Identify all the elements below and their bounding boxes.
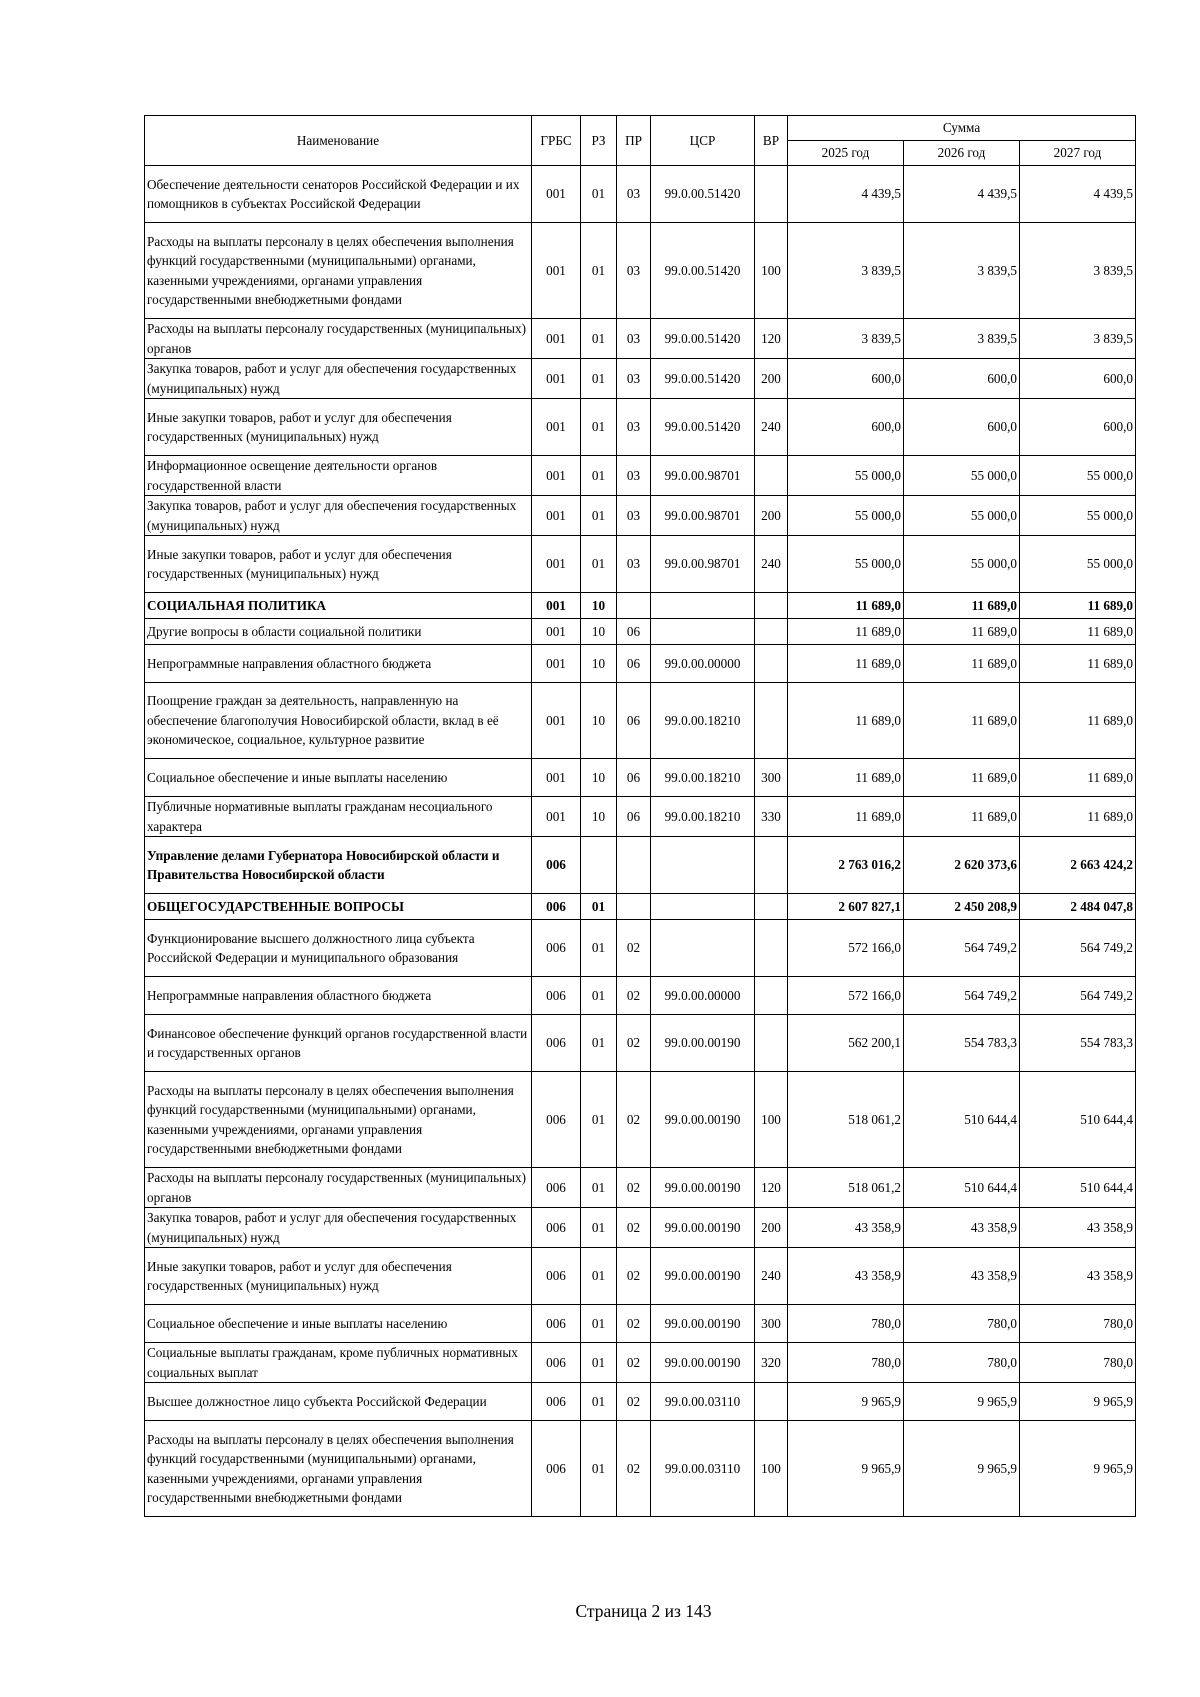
cell-2025: 3 839,5 bbox=[788, 223, 904, 319]
cell-pr: 02 bbox=[617, 1343, 651, 1383]
cell-rz: 01 bbox=[581, 456, 617, 496]
cell-2025: 572 166,0 bbox=[788, 920, 904, 977]
cell-2027: 510 644,4 bbox=[1020, 1168, 1136, 1208]
cell-grbs: 006 bbox=[532, 977, 581, 1015]
cell-2026: 510 644,4 bbox=[904, 1168, 1020, 1208]
cell-csr: 99.0.00.03110 bbox=[651, 1383, 755, 1421]
cell-rz: 10 bbox=[581, 759, 617, 797]
cell-2027: 43 358,9 bbox=[1020, 1208, 1136, 1248]
cell-vr bbox=[755, 894, 788, 920]
cell-name: Закупка товаров, работ и услуг для обеспечения государственных (муниципальных) нужд bbox=[145, 359, 532, 399]
col-header-rz: РЗ bbox=[581, 116, 617, 166]
cell-name: Социальное обеспечение и иные выплаты населению bbox=[145, 759, 532, 797]
cell-grbs: 001 bbox=[532, 645, 581, 683]
cell-2025: 3 839,5 bbox=[788, 319, 904, 359]
cell-name: Иные закупки товаров, работ и услуг для обеспечения государственных (муниципальных) нужд bbox=[145, 1248, 532, 1305]
cell-csr: 99.0.00.51420 bbox=[651, 359, 755, 399]
cell-grbs: 006 bbox=[532, 1015, 581, 1072]
cell-vr bbox=[755, 837, 788, 894]
cell-2027: 2 484 047,8 bbox=[1020, 894, 1136, 920]
cell-grbs: 001 bbox=[532, 166, 581, 223]
cell-rz: 01 bbox=[581, 1343, 617, 1383]
cell-vr bbox=[755, 619, 788, 645]
table-row bbox=[145, 1383, 1136, 1421]
cell-2027: 780,0 bbox=[1020, 1305, 1136, 1343]
cell-pr: 02 bbox=[617, 920, 651, 977]
col-header-sum: Сумма bbox=[788, 116, 1136, 141]
cell-vr: 300 bbox=[755, 759, 788, 797]
cell-pr: 02 bbox=[617, 1421, 651, 1517]
cell-csr: 99.0.00.18210 bbox=[651, 759, 755, 797]
cell-grbs: 001 bbox=[532, 593, 581, 619]
cell-pr: 06 bbox=[617, 759, 651, 797]
col-header-grbs: ГРБС bbox=[532, 116, 581, 166]
cell-2025: 55 000,0 bbox=[788, 536, 904, 593]
cell-pr: 02 bbox=[617, 1072, 651, 1168]
cell-name: СОЦИАЛЬНАЯ ПОЛИТИКА bbox=[145, 593, 532, 619]
cell-csr: 99.0.00.00190 bbox=[651, 1305, 755, 1343]
cell-2025: 11 689,0 bbox=[788, 797, 904, 837]
cell-2027: 11 689,0 bbox=[1020, 797, 1136, 837]
cell-2027: 9 965,9 bbox=[1020, 1421, 1136, 1517]
cell-2025: 2 607 827,1 bbox=[788, 894, 904, 920]
cell-name: Информационное освещение деятельности органов государственной власти bbox=[145, 456, 532, 496]
cell-vr: 120 bbox=[755, 319, 788, 359]
cell-vr: 100 bbox=[755, 1421, 788, 1517]
cell-name: Закупка товаров, работ и услуг для обеспечения государственных (муниципальных) нужд bbox=[145, 496, 532, 536]
cell-2026: 55 000,0 bbox=[904, 496, 1020, 536]
cell-pr: 06 bbox=[617, 797, 651, 837]
cell-2026: 2 450 208,9 bbox=[904, 894, 1020, 920]
cell-vr: 240 bbox=[755, 399, 788, 456]
header-row bbox=[145, 116, 1136, 141]
cell-2025: 11 689,0 bbox=[788, 683, 904, 759]
table-row bbox=[145, 1343, 1136, 1383]
cell-2027: 2 663 424,2 bbox=[1020, 837, 1136, 894]
col-header-vr: ВР bbox=[755, 116, 788, 166]
cell-rz: 01 bbox=[581, 399, 617, 456]
cell-grbs: 006 bbox=[532, 1248, 581, 1305]
cell-2027: 564 749,2 bbox=[1020, 920, 1136, 977]
cell-vr: 100 bbox=[755, 1072, 788, 1168]
cell-rz: 01 bbox=[581, 496, 617, 536]
cell-rz: 01 bbox=[581, 223, 617, 319]
cell-vr bbox=[755, 1383, 788, 1421]
cell-2026: 3 839,5 bbox=[904, 319, 1020, 359]
cell-2025: 43 358,9 bbox=[788, 1208, 904, 1248]
cell-grbs: 006 bbox=[532, 894, 581, 920]
cell-2026: 3 839,5 bbox=[904, 223, 1020, 319]
cell-2026: 11 689,0 bbox=[904, 759, 1020, 797]
table-row bbox=[145, 359, 1136, 399]
cell-vr bbox=[755, 920, 788, 977]
cell-2026: 4 439,5 bbox=[904, 166, 1020, 223]
table-row bbox=[145, 759, 1136, 797]
cell-grbs: 001 bbox=[532, 456, 581, 496]
cell-rz: 01 bbox=[581, 1015, 617, 1072]
cell-pr: 02 bbox=[617, 1383, 651, 1421]
cell-2026: 43 358,9 bbox=[904, 1248, 1020, 1305]
cell-pr bbox=[617, 593, 651, 619]
cell-2027: 43 358,9 bbox=[1020, 1248, 1136, 1305]
cell-vr: 240 bbox=[755, 1248, 788, 1305]
cell-rz: 10 bbox=[581, 619, 617, 645]
cell-rz: 01 bbox=[581, 359, 617, 399]
cell-2027: 55 000,0 bbox=[1020, 456, 1136, 496]
cell-rz: 01 bbox=[581, 1421, 617, 1517]
table-body bbox=[145, 166, 1136, 1517]
cell-vr bbox=[755, 1015, 788, 1072]
cell-2027: 600,0 bbox=[1020, 359, 1136, 399]
cell-2027: 11 689,0 bbox=[1020, 759, 1136, 797]
cell-2025: 600,0 bbox=[788, 359, 904, 399]
table-row bbox=[145, 1168, 1136, 1208]
table-row bbox=[145, 399, 1136, 456]
cell-pr: 02 bbox=[617, 1015, 651, 1072]
table-row bbox=[145, 837, 1136, 894]
cell-csr: 99.0.00.51420 bbox=[651, 223, 755, 319]
cell-2025: 518 061,2 bbox=[788, 1072, 904, 1168]
cell-csr: 99.0.00.18210 bbox=[651, 683, 755, 759]
col-header-pr: ПР bbox=[617, 116, 651, 166]
cell-2026: 600,0 bbox=[904, 399, 1020, 456]
col-header-2025: 2025 год bbox=[788, 141, 904, 166]
cell-vr bbox=[755, 977, 788, 1015]
cell-2026: 510 644,4 bbox=[904, 1072, 1020, 1168]
cell-grbs: 006 bbox=[532, 1421, 581, 1517]
cell-pr: 02 bbox=[617, 1248, 651, 1305]
cell-grbs: 001 bbox=[532, 319, 581, 359]
cell-pr: 03 bbox=[617, 536, 651, 593]
cell-csr bbox=[651, 920, 755, 977]
cell-rz: 10 bbox=[581, 683, 617, 759]
cell-csr: 99.0.00.51420 bbox=[651, 399, 755, 456]
cell-name: Социальные выплаты гражданам, кроме публичных нормативных социальных выплат bbox=[145, 1343, 532, 1383]
cell-csr: 99.0.00.00190 bbox=[651, 1343, 755, 1383]
cell-2027: 55 000,0 bbox=[1020, 536, 1136, 593]
cell-csr: 99.0.00.00190 bbox=[651, 1015, 755, 1072]
cell-2025: 9 965,9 bbox=[788, 1383, 904, 1421]
cell-2025: 9 965,9 bbox=[788, 1421, 904, 1517]
cell-vr bbox=[755, 645, 788, 683]
cell-grbs: 006 bbox=[532, 920, 581, 977]
cell-pr: 02 bbox=[617, 1305, 651, 1343]
cell-pr: 03 bbox=[617, 496, 651, 536]
cell-rz: 01 bbox=[581, 920, 617, 977]
cell-grbs: 006 bbox=[532, 1343, 581, 1383]
cell-csr: 99.0.00.00000 bbox=[651, 977, 755, 1015]
cell-2026: 11 689,0 bbox=[904, 797, 1020, 837]
cell-name: ОБЩЕГОСУДАРСТВЕННЫЕ ВОПРОСЫ bbox=[145, 894, 532, 920]
cell-name: Публичные нормативные выплаты гражданам несоциального характера bbox=[145, 797, 532, 837]
cell-rz: 01 bbox=[581, 1383, 617, 1421]
cell-2026: 11 689,0 bbox=[904, 593, 1020, 619]
cell-pr: 03 bbox=[617, 399, 651, 456]
cell-rz: 01 bbox=[581, 1305, 617, 1343]
cell-pr: 03 bbox=[617, 223, 651, 319]
cell-rz: 01 bbox=[581, 894, 617, 920]
page-number: Страница 2 из 143 bbox=[575, 1601, 712, 1621]
table-row bbox=[145, 1072, 1136, 1168]
cell-2025: 43 358,9 bbox=[788, 1248, 904, 1305]
cell-grbs: 001 bbox=[532, 759, 581, 797]
cell-2027: 780,0 bbox=[1020, 1343, 1136, 1383]
cell-2027: 4 439,5 bbox=[1020, 166, 1136, 223]
table-row bbox=[145, 1015, 1136, 1072]
cell-2026: 780,0 bbox=[904, 1305, 1020, 1343]
cell-pr: 06 bbox=[617, 683, 651, 759]
cell-pr: 02 bbox=[617, 1168, 651, 1208]
cell-name: Финансовое обеспечение функций органов государственной власти и государственных органов bbox=[145, 1015, 532, 1072]
cell-grbs: 001 bbox=[532, 223, 581, 319]
table-row bbox=[145, 1248, 1136, 1305]
cell-grbs: 001 bbox=[532, 797, 581, 837]
cell-name: Непрограммные направления областного бюджета bbox=[145, 977, 532, 1015]
cell-2025: 11 689,0 bbox=[788, 759, 904, 797]
cell-csr: 99.0.00.51420 bbox=[651, 319, 755, 359]
cell-grbs: 001 bbox=[532, 359, 581, 399]
cell-rz: 01 bbox=[581, 1072, 617, 1168]
cell-grbs: 001 bbox=[532, 536, 581, 593]
cell-name: Функционирование высшего должностного лица субъекта Российской Федерации и муниципального образования bbox=[145, 920, 532, 977]
cell-2025: 11 689,0 bbox=[788, 645, 904, 683]
cell-pr: 03 bbox=[617, 319, 651, 359]
col-header-2027: 2027 год bbox=[1020, 141, 1136, 166]
col-header-2026: 2026 год bbox=[904, 141, 1020, 166]
cell-csr bbox=[651, 894, 755, 920]
cell-rz bbox=[581, 837, 617, 894]
cell-csr: 99.0.00.00190 bbox=[651, 1072, 755, 1168]
cell-name: Расходы на выплаты персоналу в целях обеспечения выполнения функций государственными (муниципальными) органами, казенными учреждениями, органами управления государственными внебюджетными фондами bbox=[145, 1421, 532, 1517]
cell-2027: 11 689,0 bbox=[1020, 683, 1136, 759]
cell-vr: 200 bbox=[755, 496, 788, 536]
cell-csr: 99.0.00.51420 bbox=[651, 166, 755, 223]
cell-vr: 100 bbox=[755, 223, 788, 319]
cell-2026: 564 749,2 bbox=[904, 977, 1020, 1015]
col-header-name: Наименование bbox=[145, 116, 532, 166]
table-row bbox=[145, 619, 1136, 645]
cell-2027: 11 689,0 bbox=[1020, 619, 1136, 645]
cell-grbs: 006 bbox=[532, 1383, 581, 1421]
cell-2026: 2 620 373,6 bbox=[904, 837, 1020, 894]
cell-csr: 99.0.00.98701 bbox=[651, 496, 755, 536]
cell-name: Расходы на выплаты персоналу государственных (муниципальных) органов bbox=[145, 1168, 532, 1208]
cell-pr: 02 bbox=[617, 977, 651, 1015]
cell-name: Высшее должностное лицо субъекта Российской Федерации bbox=[145, 1383, 532, 1421]
cell-name: Иные закупки товаров, работ и услуг для обеспечения государственных (муниципальных) нужд bbox=[145, 399, 532, 456]
cell-pr: 03 bbox=[617, 166, 651, 223]
cell-2026: 55 000,0 bbox=[904, 456, 1020, 496]
cell-2027: 9 965,9 bbox=[1020, 1383, 1136, 1421]
cell-pr bbox=[617, 894, 651, 920]
table-row bbox=[145, 1208, 1136, 1248]
cell-rz: 01 bbox=[581, 1168, 617, 1208]
cell-2026: 780,0 bbox=[904, 1343, 1020, 1383]
cell-grbs: 006 bbox=[532, 1208, 581, 1248]
cell-grbs: 001 bbox=[532, 399, 581, 456]
cell-vr bbox=[755, 683, 788, 759]
table-row bbox=[145, 645, 1136, 683]
cell-2026: 564 749,2 bbox=[904, 920, 1020, 977]
cell-2025: 600,0 bbox=[788, 399, 904, 456]
cell-2026: 554 783,3 bbox=[904, 1015, 1020, 1072]
cell-grbs: 006 bbox=[532, 837, 581, 894]
cell-2027: 510 644,4 bbox=[1020, 1072, 1136, 1168]
cell-vr: 120 bbox=[755, 1168, 788, 1208]
cell-2025: 55 000,0 bbox=[788, 496, 904, 536]
cell-2027: 554 783,3 bbox=[1020, 1015, 1136, 1072]
cell-csr: 99.0.00.00190 bbox=[651, 1248, 755, 1305]
cell-pr: 06 bbox=[617, 645, 651, 683]
table-row bbox=[145, 683, 1136, 759]
cell-rz: 10 bbox=[581, 645, 617, 683]
cell-rz: 01 bbox=[581, 319, 617, 359]
cell-pr bbox=[617, 837, 651, 894]
table-row bbox=[145, 1421, 1136, 1517]
cell-csr: 99.0.00.98701 bbox=[651, 456, 755, 496]
cell-2025: 780,0 bbox=[788, 1305, 904, 1343]
cell-vr: 200 bbox=[755, 359, 788, 399]
cell-rz: 01 bbox=[581, 977, 617, 1015]
budget-table bbox=[144, 115, 1136, 1517]
cell-2025: 780,0 bbox=[788, 1343, 904, 1383]
cell-csr: 99.0.00.98701 bbox=[651, 536, 755, 593]
table-row bbox=[145, 456, 1136, 496]
table-row bbox=[145, 797, 1136, 837]
cell-csr bbox=[651, 593, 755, 619]
cell-2025: 11 689,0 bbox=[788, 593, 904, 619]
table-row bbox=[145, 894, 1136, 920]
cell-csr: 99.0.00.00190 bbox=[651, 1208, 755, 1248]
cell-2025: 572 166,0 bbox=[788, 977, 904, 1015]
cell-name: Поощрение граждан за деятельность, направленную на обеспечение благополучия Новосибирской области, вклад в её экономическое, социальное, культурное развитие bbox=[145, 683, 532, 759]
cell-2025: 562 200,1 bbox=[788, 1015, 904, 1072]
cell-2026: 11 689,0 bbox=[904, 645, 1020, 683]
cell-grbs: 001 bbox=[532, 619, 581, 645]
table-row bbox=[145, 977, 1136, 1015]
cell-rz: 01 bbox=[581, 166, 617, 223]
cell-pr: 02 bbox=[617, 1208, 651, 1248]
col-header-csr: ЦСР bbox=[651, 116, 755, 166]
cell-name: Другие вопросы в области социальной политики bbox=[145, 619, 532, 645]
table-row bbox=[145, 223, 1136, 319]
table-row bbox=[145, 536, 1136, 593]
cell-rz: 01 bbox=[581, 536, 617, 593]
cell-pr: 06 bbox=[617, 619, 651, 645]
cell-2025: 55 000,0 bbox=[788, 456, 904, 496]
cell-name: Непрограммные направления областного бюджета bbox=[145, 645, 532, 683]
cell-vr: 200 bbox=[755, 1208, 788, 1248]
table-row bbox=[145, 496, 1136, 536]
cell-2027: 564 749,2 bbox=[1020, 977, 1136, 1015]
cell-2027: 3 839,5 bbox=[1020, 319, 1136, 359]
cell-csr: 99.0.00.00190 bbox=[651, 1168, 755, 1208]
cell-rz: 10 bbox=[581, 593, 617, 619]
cell-2025: 518 061,2 bbox=[788, 1168, 904, 1208]
cell-grbs: 001 bbox=[532, 496, 581, 536]
cell-2026: 11 689,0 bbox=[904, 683, 1020, 759]
cell-pr: 03 bbox=[617, 359, 651, 399]
cell-name: Расходы на выплаты персоналу государственных (муниципальных) органов bbox=[145, 319, 532, 359]
cell-grbs: 006 bbox=[532, 1072, 581, 1168]
cell-2025: 4 439,5 bbox=[788, 166, 904, 223]
cell-2027: 11 689,0 bbox=[1020, 645, 1136, 683]
cell-vr: 300 bbox=[755, 1305, 788, 1343]
cell-csr bbox=[651, 619, 755, 645]
cell-2026: 11 689,0 bbox=[904, 619, 1020, 645]
cell-grbs: 006 bbox=[532, 1305, 581, 1343]
table-row bbox=[145, 166, 1136, 223]
cell-2027: 600,0 bbox=[1020, 399, 1136, 456]
table-row bbox=[145, 1305, 1136, 1343]
cell-name: Расходы на выплаты персоналу в целях обеспечения выполнения функций государственными (муниципальными) органами, казенными учреждениями, органами управления государственными внебюджетными фондами bbox=[145, 223, 532, 319]
cell-2025: 11 689,0 bbox=[788, 619, 904, 645]
cell-name: Расходы на выплаты персоналу в целях обеспечения выполнения функций государственными (муниципальными) органами, казенными учреждениями, органами управления государственными внебюджетными фондами bbox=[145, 1072, 532, 1168]
table-row bbox=[145, 920, 1136, 977]
cell-rz: 10 bbox=[581, 797, 617, 837]
cell-name: Обеспечение деятельности сенаторов Российской Федерации и их помощников в субъектах Российской Федерации bbox=[145, 166, 532, 223]
cell-2027: 3 839,5 bbox=[1020, 223, 1136, 319]
cell-name: Социальное обеспечение и иные выплаты населению bbox=[145, 1305, 532, 1343]
cell-vr bbox=[755, 593, 788, 619]
cell-name: Закупка товаров, работ и услуг для обеспечения государственных (муниципальных) нужд bbox=[145, 1208, 532, 1248]
cell-2026: 43 358,9 bbox=[904, 1208, 1020, 1248]
cell-2026: 600,0 bbox=[904, 359, 1020, 399]
cell-vr: 330 bbox=[755, 797, 788, 837]
cell-grbs: 001 bbox=[532, 683, 581, 759]
cell-vr bbox=[755, 166, 788, 223]
cell-rz: 01 bbox=[581, 1208, 617, 1248]
cell-csr: 99.0.00.03110 bbox=[651, 1421, 755, 1517]
cell-rz: 01 bbox=[581, 1248, 617, 1305]
cell-2027: 11 689,0 bbox=[1020, 593, 1136, 619]
cell-2026: 9 965,9 bbox=[904, 1383, 1020, 1421]
cell-vr: 320 bbox=[755, 1343, 788, 1383]
cell-2026: 55 000,0 bbox=[904, 536, 1020, 593]
cell-pr: 03 bbox=[617, 456, 651, 496]
cell-csr: 99.0.00.18210 bbox=[651, 797, 755, 837]
cell-2027: 55 000,0 bbox=[1020, 496, 1136, 536]
cell-2025: 2 763 016,2 bbox=[788, 837, 904, 894]
cell-csr: 99.0.00.00000 bbox=[651, 645, 755, 683]
cell-csr bbox=[651, 837, 755, 894]
cell-2026: 9 965,9 bbox=[904, 1421, 1020, 1517]
table-row bbox=[145, 319, 1136, 359]
cell-name: Иные закупки товаров, работ и услуг для обеспечения государственных (муниципальных) нужд bbox=[145, 536, 532, 593]
cell-vr: 240 bbox=[755, 536, 788, 593]
cell-grbs: 006 bbox=[532, 1168, 581, 1208]
cell-name: Управление делами Губернатора Новосибирской области и Правительства Новосибирской области bbox=[145, 837, 532, 894]
table-row bbox=[145, 593, 1136, 619]
cell-vr bbox=[755, 456, 788, 496]
